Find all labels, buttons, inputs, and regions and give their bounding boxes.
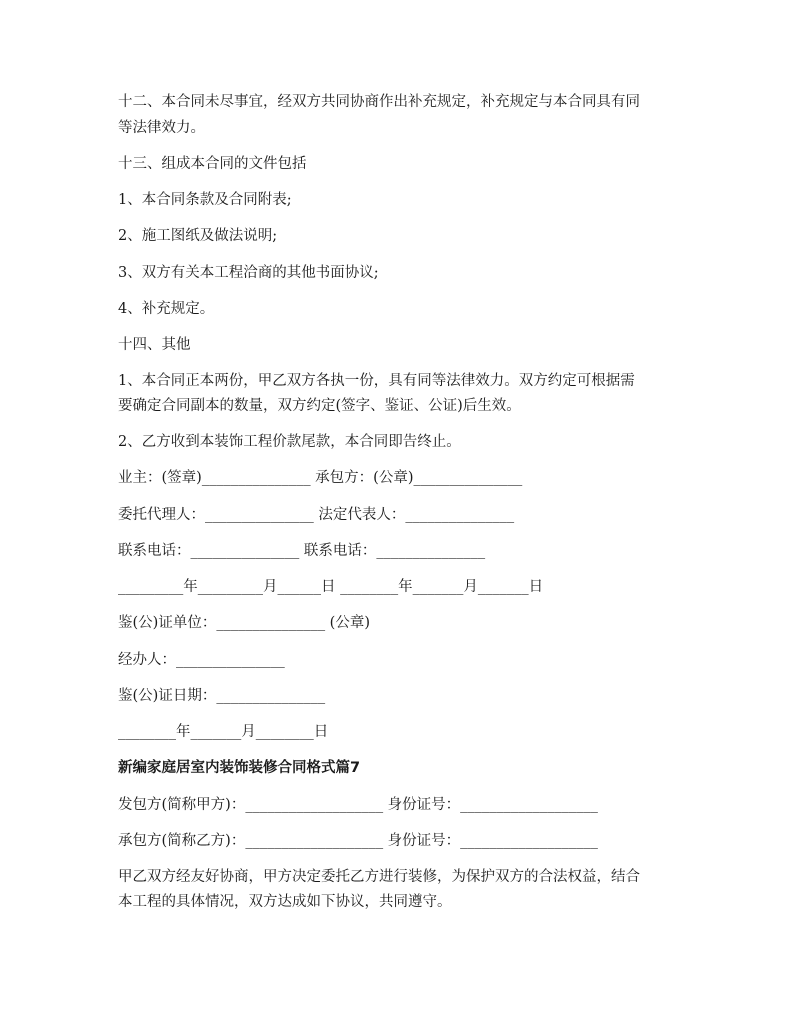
section-title: 新编家庭居室内装饰装修合同格式篇7 (118, 760, 361, 776)
notary-date-label: 鉴(公)证日期：_______________ (118, 688, 326, 704)
clause-13-heading: 十三、组成本合同的文件包括 (118, 156, 307, 172)
intro-paragraph-line-1: 甲乙双方经友好协商，甲方决定委托乙方进行装修，为保护双方的合法权益，结合 (118, 869, 640, 885)
signature-dates: _________年_________月______日 ________年_______月_______日 (118, 579, 544, 595)
signature-phones: 联系电话：_______________ 联系电话：_______________ (118, 543, 486, 559)
clause-14-item-1-line-2: 要确定合同副本的数量，双方约定(签字、鉴证、公证)后生效。 (118, 398, 521, 414)
signature-agent-representative: 委托代理人：_______________ 法定代表人：_______________ (118, 507, 515, 523)
clause-13-item-4: 4、补充规定。 (118, 301, 215, 317)
notary-unit: 鉴(公)证单位：_______________ (公章) (118, 615, 370, 631)
clause-12-line-2: 等法律效力。 (118, 120, 205, 136)
clause-13-item-1: 1、本合同条款及合同附表; (118, 192, 292, 208)
party-b-line: 承包方(简称乙方)：___________________ 身份证号：___________________ (118, 833, 598, 849)
party-a-line: 发包方(简称甲方)：___________________ 身份证号：___________________ (118, 797, 598, 813)
clause-14-item-2: 2、乙方收到本装饰工程价款尾款，本合同即告终止。 (118, 434, 461, 450)
clause-13-item-3: 3、双方有关本工程洽商的其他书面协议; (118, 265, 379, 281)
clause-12-line-1: 十二、本合同未尽事宜，经双方共同协商作出补充规定，补充规定与本合同具有同 (118, 94, 640, 110)
notary-handler: 经办人：_______________ (118, 652, 285, 668)
clause-14-item-1-line-1: 1、本合同正本两份，甲乙双方各执一份，具有同等法律效力。双方约定可根据需 (118, 373, 635, 389)
notary-date: ________年_______月________日 (118, 724, 329, 740)
clause-14-heading: 十四、其他 (118, 337, 191, 353)
intro-paragraph-line-2: 本工程的具体情况，双方达成如下协议，共同遵守。 (118, 894, 452, 910)
clause-13-item-2: 2、施工图纸及做法说明; (118, 228, 278, 244)
signature-owner-contractor: 业主：(签章)_______________ 承包方：(公章)_______________ (118, 470, 523, 486)
